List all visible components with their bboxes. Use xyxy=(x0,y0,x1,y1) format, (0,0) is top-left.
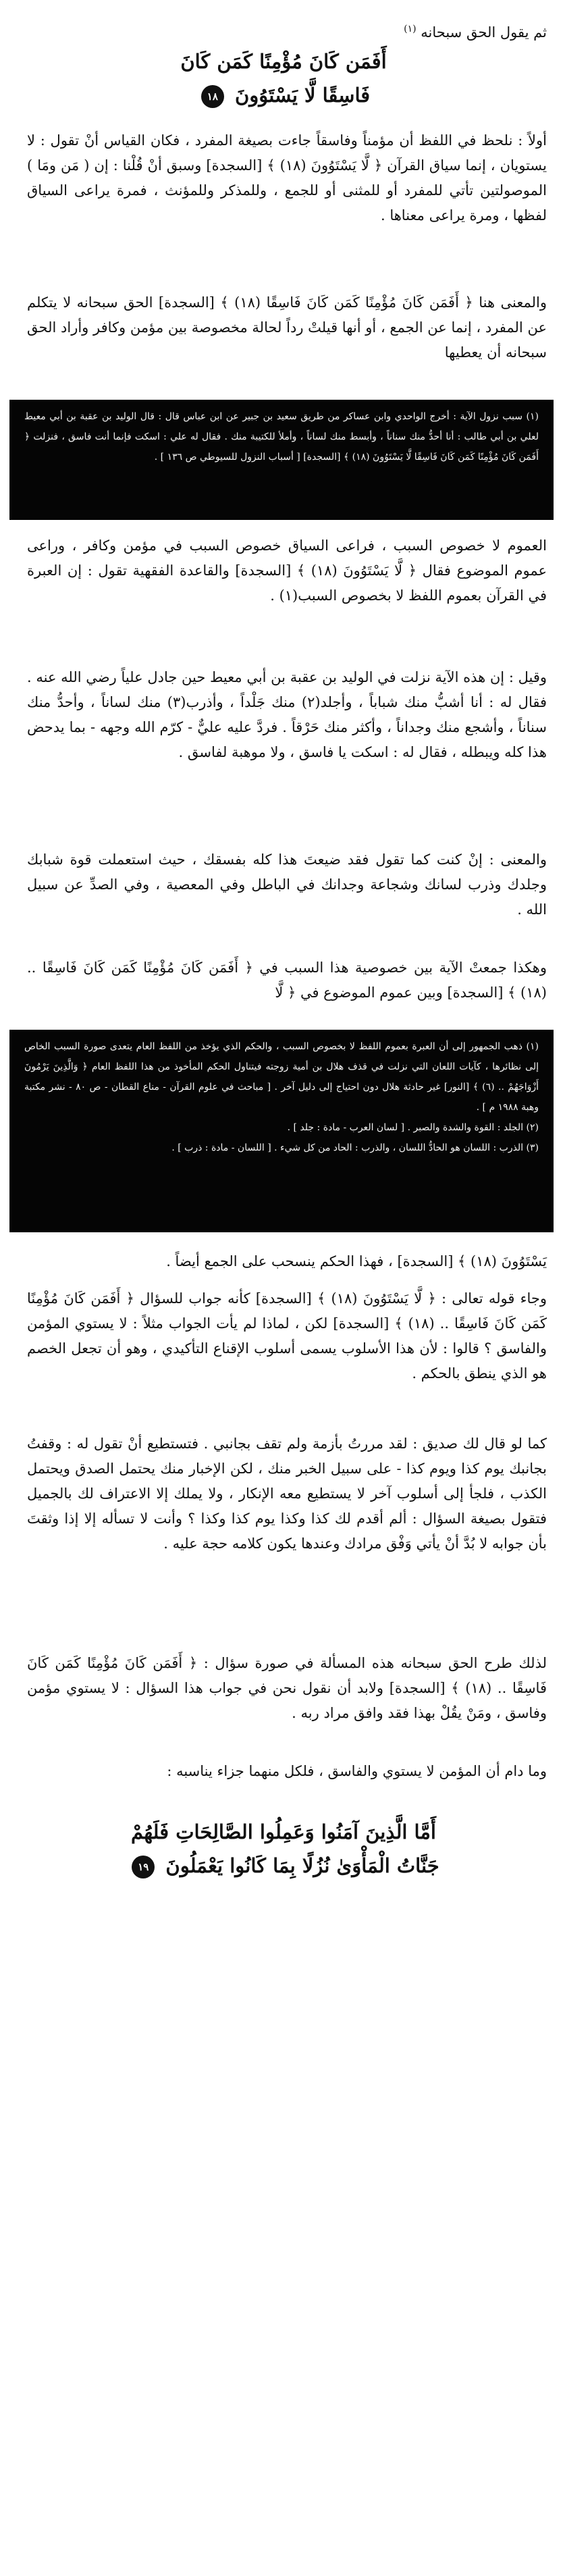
paragraph-text: العموم لا خصوص السبب ، فراعى السياق خصوص السبب في مؤمن وكافر ، وراعى عموم الموضوع فقال ﴿ لَّا يَسْتَوُونَ (١٨) ﴾ [السجدة] والقاعدة الفقهية تقول : إن العبرة في القرآن بعموم اللفظ لا بخصوص السبب(١) . xyxy=(27,537,547,604)
verse-number-badge: ١٩ xyxy=(132,1856,155,1878)
paragraph-text: أولاً : نلحظ في اللفظ أن مؤمناً وفاسقاً جاءت بصيغة المفرد ، فكان القياس أنْ تقول : لا يستويان ، إنما سياق القرآن ﴿ لَّا يَسْتَوُونَ (١٨) ﴾ [السجدة] وسبق أنْ قُلْنا : إن ( مَن ومَا ) الموصولتين تأتي للمفرد أو للمثنى أو للجمع ، وللمذكر وللمؤنث ، فمرة يراعى السياق لفظها ، ومرة يراعى معناها . xyxy=(27,132,547,224)
verse-number-badge: ١٨ xyxy=(201,85,224,108)
paragraph xyxy=(27,533,547,608)
verse-block-18 xyxy=(108,45,459,112)
footnote-text: (٣) الذرب : اللسان هو الحادُّ اللسان ، والذرب : الحاد من كل شيء . [ اللسان - مادة : ذرب ] . xyxy=(171,1142,539,1153)
paragraph xyxy=(27,290,547,365)
paragraph-text: وما دام أن المؤمن لا يستوي والفاسق ، فلكل منهما جزاء يناسبه : xyxy=(167,1763,547,1779)
intro-line xyxy=(27,17,547,45)
paragraph xyxy=(27,665,547,765)
paragraph xyxy=(27,1249,547,1274)
paragraph-text: وجاء قوله تعالى : ﴿ لَّا يَسْتَوُونَ (١٨) ﴾ [السجدة] كأنه جواب للسؤال ﴿ أَفَمَن كَانَ مُؤْمِنًا كَمَن كَانَ فَاسِقًا .. (١٨) ﴾ [السجدة] لكن ، لماذا لم يأت الجواب مثلاً : لا يستوي المؤمن والفاسق ؟ قالوا : لأن هذا الأسلوب يسمى أسلوب الإقناع التأكيدي ، وهو أن تجعل الخصم هو الذي ينطق بالحكم . xyxy=(27,1290,547,1382)
verse-line: أَفَمَن كَانَ مُؤْمِنًا كَمَن كَانَ xyxy=(180,50,387,73)
verse-line: أَمَّا الَّذِينَ آمَنُوا وَعَمِلُوا الصَّالِحَاتِ فَلَهُمْ xyxy=(131,1820,436,1843)
verse-text: جَنَّاتُ الْمَأْوَىٰ نُزُلًا بِمَا كَانُوا يَعْمَلُونَ xyxy=(165,1854,439,1877)
footnote-text: (٢) الجلد : القوة والشدة والصبر . [ لسان العرب - مادة : جلد ] . xyxy=(287,1122,539,1133)
footnote-text: (١) ذهب الجمهور إلى أن العبرة بعموم اللفظ لا بخصوص السبب ، والحكم الذي يؤخذ من اللفظ العام يتعدى صورة السبب الخاص إلى نظائرها ، كآيات اللعان التي نزلت في قذف هلال بن أمية زوجته فيتناول الحكم المأخوذ من هذا اللفظ العام ﴿ وَالَّذِينَ يَرْمُونَ أَزْوَاجَهُمْ .. (٦) ﴾ [النور] غير حادثة هلال دون احتياج إلى دليل آخر . [ مباحث في علوم القرآن - مناع القطان - ص ٨٠ - نشر مكتبة وهبة ١٩٨٨ م ] . xyxy=(24,1041,539,1113)
verse-line xyxy=(108,1849,459,1883)
footnote-box xyxy=(9,1030,554,1232)
paragraph-text: يَسْتَوُونَ (١٨) ﴾ [السجدة] ، فهذا الحكم ينسحب على الجمع أيضاً . xyxy=(166,1253,547,1269)
footnote-ref: (١) xyxy=(404,24,417,34)
paragraph-text: وقيل : إن هذه الآية نزلت في الوليد بن عقبة بن أبي معيط حين جادل علياً رضي الله عنه . فقال له : أنا أشبُّ منك شباباً ، وأجلد(٢) منك جَلْداً ، وأذرب(٣) منك لساناً ، وأحدُّ منك سناناً ، وأشجع منك وجداناً ، وأكثر منك حَرْقاً . فردَّ عليه عليٌّ - كرّم الله وجهه - بما يدحض هذا كله ويبطله ، فقال له : اسكت يا فاسق ، ولا موهبة لفاسق . xyxy=(27,669,547,760)
paragraph-text: وهكذا جمعتْ الآية بين خصوصية هذا السبب في ﴿ أَفَمَن كَانَ مُؤْمِنًا كَمَن كَانَ فَاسِقًا .. (١٨) ﴾ [السجدة] وبين عموم الموضوع في ﴿ لَّا xyxy=(27,960,547,1001)
footnote-box xyxy=(9,400,554,520)
verse-line xyxy=(108,78,459,112)
paragraph xyxy=(27,128,547,228)
paragraph-text: كما لو قال لك صديق : لقد مررتُ بأزمة ولم تقف بجانبي . فتستطيع أنْ تقول له : وقفتُ بجانبك يوم كذا ويوم كذا - على سبيل الخبر منك ، لكن الإخبار منك يحتمل الصدق ويحتمل الكذب ، فلجأ إلى أسلوب آخر لا يستطيع معه الإنكار ، ولا يملك إلا الاعتراف لك بالجميل فتقول بصيغة السؤال : ألم أقدم لك كذا وكذا يوم كذا وكذا ؟ وأنت لا تسأله إلا إذا وثقتَ بأن جوابه لا بُدَّ أنْ يأتي وَفْق مرادك وعندها يكون كلامه حجة عليه . xyxy=(27,1436,547,1552)
paragraph xyxy=(27,1759,547,1784)
paragraph-text: والمعنى هنا ﴿ أَفَمَن كَانَ مُؤْمِنًا كَمَن كَانَ فَاسِقًا (١٨) ﴾ [السجدة] الحق سبحانه لا يتكلم عن المفرد ، إنما عن الجمع ، أو أنها قيلتْ رداً لحالة مخصوصة بين مؤمن وكافر وأراد الحق سبحانه أن يعطيها xyxy=(27,294,547,361)
paragraph xyxy=(27,1286,547,1386)
paragraph xyxy=(27,1651,547,1726)
verse-text: فَاسِقًا لَّا يَسْتَوُونَ xyxy=(234,84,371,107)
paragraph xyxy=(27,847,547,922)
verse-block-19 xyxy=(108,1815,459,1883)
paragraph xyxy=(27,1431,547,1556)
paragraph xyxy=(27,955,547,1005)
footnote-text: (١) سبب نزول الآية : أخرج الواحدي وابن عساكر من طريق سعيد بن جبير عن ابن عباس قال : قال الوليد بن عقبة بن أبي معيط لعلي بن أبي طالب : أنا أحدُّ منك سناناً ، وأبسط منك لساناً ، وأملأ للكتيبة منك . فقال له علي : اسكت فإنما أنت فاسق ، فنزلت ﴿ أَفَمَن كَانَ مُؤْمِنًا كَمَن كَانَ فَاسِقًا لَّا يَسْتَوُونَ (١٨) ﴾ [السجدة] [ أسباب النزول للسيوطي ص ١٣٦ ] . xyxy=(24,411,539,463)
intro-text: ثم يقول الحق سبحانه xyxy=(421,24,547,41)
paragraph-text: لذلك طرح الحق سبحانه هذه المسألة في صورة سؤال : ﴿ أَفَمَن كَانَ مُؤْمِنًا كَمَن كَانَ فَاسِقًا .. (١٨) ﴾ [السجدة] ولابد أن نقول نحن في جواب هذا السؤال : لا يستوي مؤمن وفاسق ، ومَنْ يقُلْ بهذا فقد وافق مراد ربه . xyxy=(27,1655,547,1721)
paragraph-text: والمعنى : إنْ كنت كما تقول فقد ضيعتَ هذا كله بفسقك ، حيث استعملت قوة شبابك وجلدك وذرب لسانك وشجاعة وجدانك في الباطل وفي المعصية ، وفي الصدِّ عن سبيل الله . xyxy=(27,851,547,918)
